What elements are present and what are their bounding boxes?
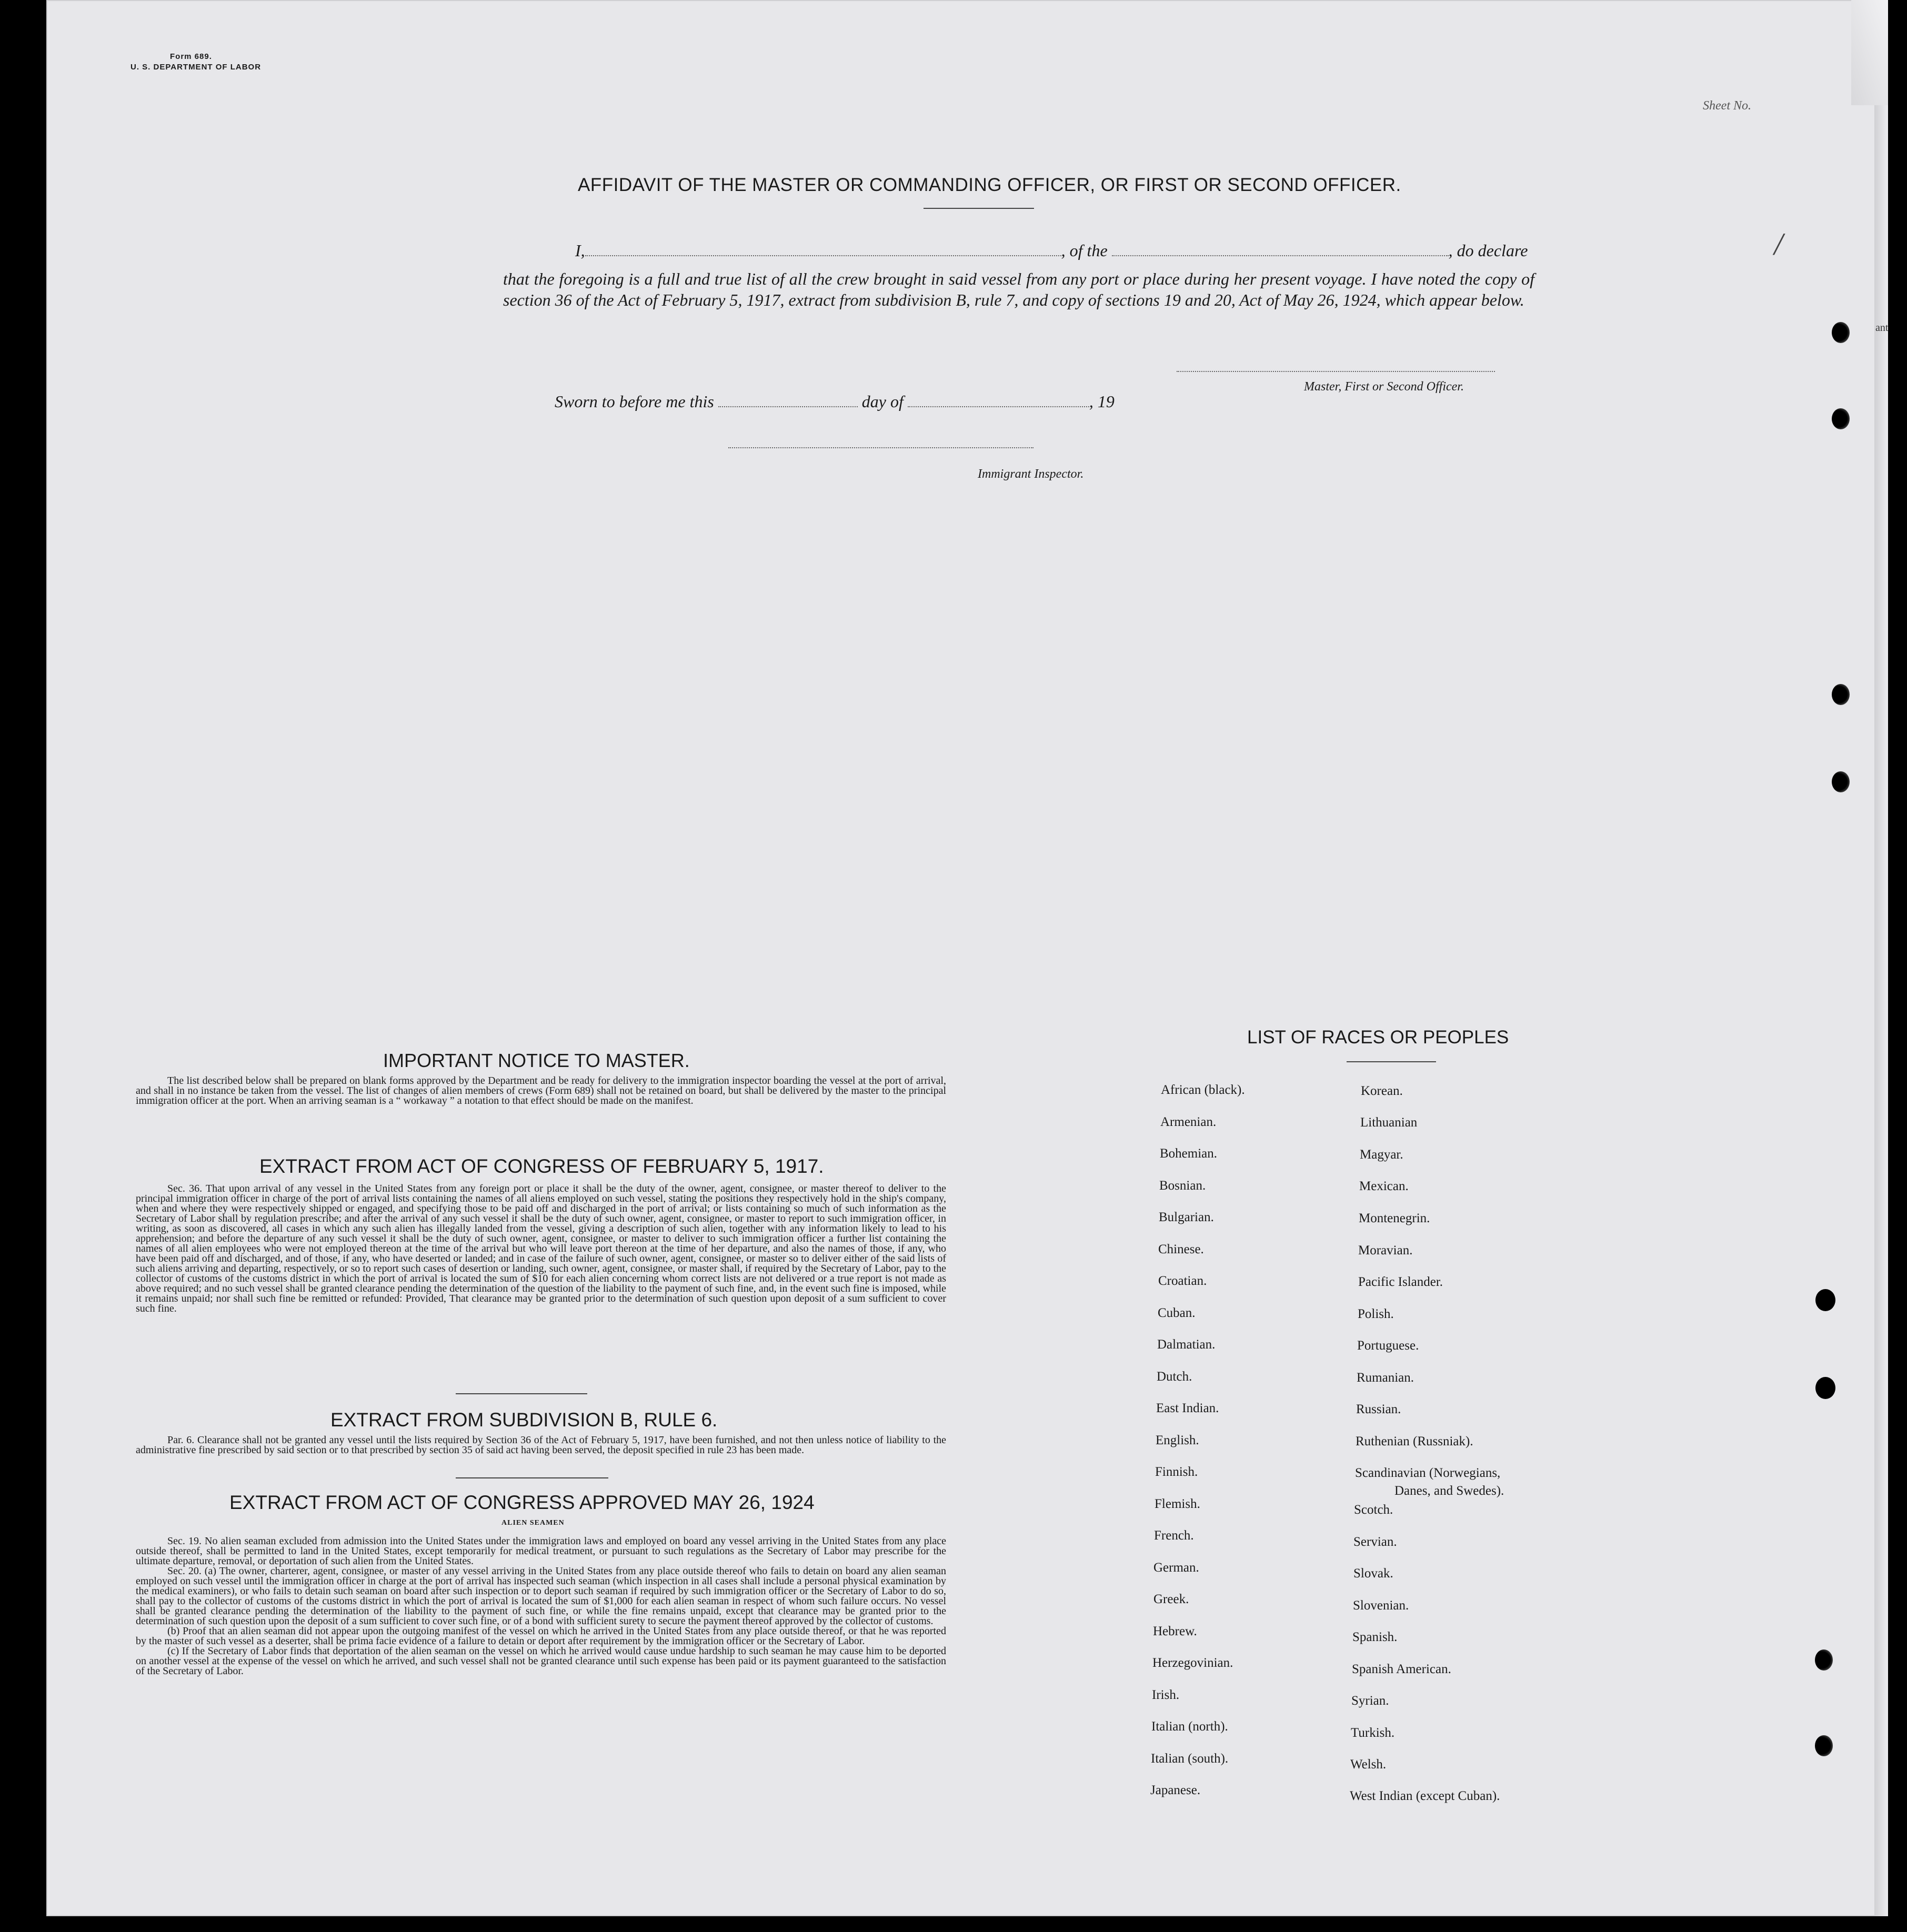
race-item: Pacific Islander. [1358, 1275, 1443, 1289]
race-item: Italian (south). [1151, 1752, 1229, 1766]
vessel-name-field[interactable] [1112, 255, 1449, 256]
extract-rule6-body [136, 1434, 949, 1456]
affidavit-i: I, [575, 241, 585, 260]
affidavit-body: that the foregoing is a full and true list of all the crew brought in said vessel from any port or place during her present voyage. I have noted the copy of section 36 of the Act of February 5, 1917, extract from subdivision B, rule 7, and copy of sections 19 and 20, Act of May 26, 1924, which appear below. [503, 269, 1534, 309]
race-item: Chinese. [1158, 1242, 1204, 1256]
race-item: Croatian. [1158, 1274, 1207, 1288]
race-item: Turkish. [1351, 1726, 1395, 1740]
binder-hole [1815, 1289, 1835, 1311]
page-corner [1851, 0, 1888, 105]
form-header [131, 52, 261, 73]
race-item: Hebrew. [1153, 1624, 1197, 1638]
race-item: Russian. [1356, 1402, 1401, 1416]
affidavit-title: AFFIDAVIT OF THE MASTER OR COMMANDING OFFICER, OR FIRST OR SECOND OFFICER. [578, 175, 1401, 195]
officer-name-field[interactable] [585, 255, 1061, 256]
extract-1924-body [136, 1535, 949, 1677]
race-item: Korean. [1361, 1084, 1403, 1098]
race-item: African (black). [1161, 1083, 1245, 1097]
year-prefix: , 19 [1089, 392, 1115, 411]
rule6-paragraph: Par. 6. Clearance shall not be granted any vessel until the lists required by Section 36 of the Act of February 5, 1917, have been furnished, and not then unless notice of liability to the administrative fine prescribed by said section or to that prescribed by section 35 of said act having been served, the deposit specified in rule 23 has been made. [136, 1434, 949, 1456]
extract-1924-title: EXTRACT FROM ACT OF CONGRESS APPROVED MAY 26, 1924 [229, 1492, 815, 1513]
section-19-text: Sec. 19. No alien seaman excluded from admission into the United States under the immigration laws and employed on board any vessel arriving in the United States from any place outside thereof, shall be permitted to land in the United States, except temporarily for medical treatment, or pursuant to such regulations as the Secretary of Labor may prescribe for the ultimate departure, removal, or deportation of such alien from the United States. [136, 1535, 949, 1567]
race-item: Greek. [1153, 1592, 1189, 1606]
section-36-text: Sec. 36. That upon arrival of any vessel in the United States from any foreign port or place it shall be the duty of the owner, agent, consignee, or master thereof to deliver to the principal immigration officer in charge of the port of arrival lists containing the names of all aliens employed on such vessel, stating the positions they respectively hold in the ship's company, when and where they were respectively shipped or engaged, and specifying those to be paid off and discharged in the port of arrival; or lists containing so much of such information as the Secretary of Labor shall by regulation prescribe; and after the arrival of any such vessel it shall be the duty of such owner, agent, consignee, or master to report to such immigration officer, in writing, as soon as discovered, all cases in which any such alien has illegally landed from the vessel, giving a description of such alien, together with any information likely to lead to his apprehension; and before the departure of any such vessel it shall be the duty of such owner, agent, consignee, or master to deliver to such immigration officer a further list containing the names of all alien employees who were not employed thereon at the time of the arrival but who will leave port thereon at the time of her departure, and also the names of those, if any, who have been paid off and discharged, and of those, if any, who have deserted or landed; and in case of the failure of such owner, agent, consignee, or master so to deliver either of the said lists of such aliens arriving and departing, respectively, or so to report such cases of desertion or landing, such owner, agent, consignee, or master shall, if required by the Secretary of Labor, pay to the collector of customs of the customs district in which the port of arrival is located the sum of $10 for each alien concerning whom correct lists are not delivered or a true report is not made as above required; and no such vessel shall be granted clearance pending the determination of the question of the liability to the payment of such fine, and, in the event such fine is imposed, while it remains unpaid; nor shall such fine be remitted or refunded: Provided, That clearance may be granted prior to the determination of such question upon deposit of a sum sufficient to cover such fine. [136, 1183, 949, 1314]
extract-1917-body [136, 1183, 949, 1314]
department-name: U. S. DEPARTMENT OF LABOR [131, 63, 262, 72]
affidavit-declaration-line [575, 241, 1528, 260]
race-item: Spanish American. [1352, 1662, 1451, 1676]
race-item: Scandinavian (Norwegians, [1355, 1466, 1501, 1480]
races-divider [1347, 1061, 1436, 1062]
inspector-signature-label: Immigrant Inspector. [978, 467, 1084, 481]
binder-hole [1832, 771, 1850, 792]
race-item: Finnish. [1155, 1465, 1198, 1479]
race-item: Dutch. [1157, 1370, 1192, 1384]
affidavit-of-the: , of the [1061, 241, 1108, 260]
race-item: Scotch. [1354, 1503, 1393, 1517]
race-item: Syrian. [1351, 1694, 1389, 1708]
section-20a-text: Sec. 20. (a) The owner, charterer, agent, consignee, or master of any vessel arriving in the United States from any place outside thereof who fails to detain on board any alien seaman employed on such vessel until the immigration officer in charge at the port of arrival has inspected such seaman (which inspection in all cases shall include a personal physical examination by the medical examiners), or who fails to detain such seaman on board after such inspection or to deport such seaman if required by such immigration officer or the Secretary of Labor to do so, shall pay to the collector of customs of the customs district in which the port of arrival is located the sum of $1,000 for each alien seaman in respect of whom such failure occurs. No vessel shall be granted clearance pending the determination of the liability to the payment of such fine, or while the fine remains unpaid, except that clearance may be granted prior to the determination of such question upon the deposit of a sum sufficient to cover such fine, or of a bond with sufficient surety to secure the payment thereof approved by the collector of customs. [136, 1565, 949, 1627]
sheet-number-label: Sheet No. [1703, 99, 1751, 113]
race-item: Irish. [1152, 1688, 1180, 1702]
section-divider [456, 1477, 608, 1478]
race-item: Polish. [1358, 1307, 1394, 1321]
binder-hole [1815, 1735, 1833, 1756]
race-item: Rumanian. [1357, 1371, 1414, 1385]
race-item: Bosnian. [1159, 1179, 1206, 1193]
day-of-text: day of [861, 392, 904, 411]
binder-hole [1832, 408, 1850, 429]
binder-hole [1815, 1649, 1833, 1671]
race-item: Bulgarian. [1159, 1210, 1214, 1224]
race-item: Japanese. [1150, 1783, 1201, 1797]
section-20c-text: (c) If the Secretary of Labor finds that deportation of the alien seaman on the vessel on which he arrived would cause undue hardship to such seaman he may cause him to be deported on another vessel at the expense of the vessel on which he arrived, and such vessel shall not be granted clearance until such expense has been paid or its payment guaranteed to the satisfaction of the Secretary of Labor. [136, 1645, 949, 1677]
race-item: Montenegrin. [1359, 1211, 1430, 1225]
sworn-line [555, 392, 1115, 411]
master-signature-field[interactable] [1177, 371, 1495, 372]
race-item: Flemish. [1155, 1497, 1200, 1511]
race-item: Dalmatian. [1157, 1337, 1216, 1352]
form-page [46, 0, 1888, 1916]
race-item: Slovak. [1353, 1566, 1393, 1581]
affidavit-declare: , do declare [1448, 241, 1528, 260]
notice-body [136, 1075, 949, 1106]
binder-hole [1832, 322, 1850, 343]
race-item: Cuban. [1158, 1306, 1196, 1320]
race-item: Portuguese. [1357, 1339, 1419, 1353]
notice-paragraph: The list described below shall be prepared on blank forms approved by the Department and be ready for delivery to the immigration inspector boarding the vessel at the port of arrival, and shall in no instance be taken from the vessel. The list of changes of alien members of crews (Form 689) shall not be retained on board, but shall be delivered by the master to the principal immigration officer at the port. When an arriving seaman is a “ workaway ” a notation to that effect should be made on the manifest. [136, 1075, 949, 1106]
master-signature-label: Master, First or Second Officer. [1304, 380, 1464, 394]
extract-1917-title: EXTRACT FROM ACT OF CONGRESS OF FEBRUARY 5, 1917. [259, 1155, 824, 1177]
inspector-signature-field[interactable] [728, 447, 1033, 448]
form-number: Form 689. [170, 52, 212, 61]
race-item: Mexican. [1359, 1179, 1409, 1193]
page-edge [1874, 0, 1888, 1916]
race-item: Danes, and Swedes). [1394, 1484, 1504, 1498]
pencil-mark: / [1774, 227, 1783, 261]
extract-1924-subtitle: ALIEN SEAMEN [501, 1519, 565, 1527]
section-divider [456, 1393, 587, 1394]
race-item: Servian. [1353, 1535, 1397, 1549]
race-item: Spanish. [1352, 1630, 1398, 1644]
races-list-title: LIST OF RACES OR PEOPLES [1247, 1027, 1509, 1048]
binder-hole [1832, 684, 1850, 705]
race-item: German. [1153, 1561, 1199, 1575]
race-item: East Indian. [1156, 1401, 1219, 1415]
race-item: Slovenian. [1353, 1598, 1409, 1613]
race-item: Moravian. [1358, 1243, 1413, 1257]
race-item: Bohemian. [1160, 1146, 1218, 1161]
race-item: West Indian (except Cuban). [1350, 1789, 1500, 1803]
sworn-day-field[interactable] [718, 406, 858, 407]
race-item: French. [1154, 1528, 1194, 1543]
notice-title: IMPORTANT NOTICE TO MASTER. [383, 1050, 690, 1071]
sworn-text: Sworn to before me this [555, 392, 714, 411]
race-item: Ruthenian (Russniak). [1356, 1434, 1473, 1448]
title-divider [924, 208, 1034, 209]
binder-hole [1815, 1377, 1835, 1399]
sworn-month-field[interactable] [908, 406, 1089, 407]
race-item: Welsh. [1350, 1757, 1387, 1772]
margin-note: ant [1875, 322, 1889, 334]
race-item: Lithuanian [1360, 1115, 1418, 1130]
race-item: Armenian. [1160, 1115, 1217, 1129]
race-item: Magyar. [1360, 1148, 1403, 1162]
race-item: Herzegovinian. [1152, 1656, 1233, 1670]
section-20b-text: (b) Proof that an alien seaman did not appear upon the outgoing manifest of the vessel on which he arrived in the United States from any place outside thereof, or that he was reported by the master of such vessel as a deserter, shall be prima facie evidence of a failure to detain or deport after requirement by the immigration officer or the Secretary of Labor. [136, 1625, 949, 1647]
race-item: Italian (north). [1151, 1719, 1228, 1734]
extract-rule6-title: EXTRACT FROM SUBDIVISION B, RULE 6. [330, 1409, 718, 1431]
race-item: English. [1156, 1433, 1199, 1447]
